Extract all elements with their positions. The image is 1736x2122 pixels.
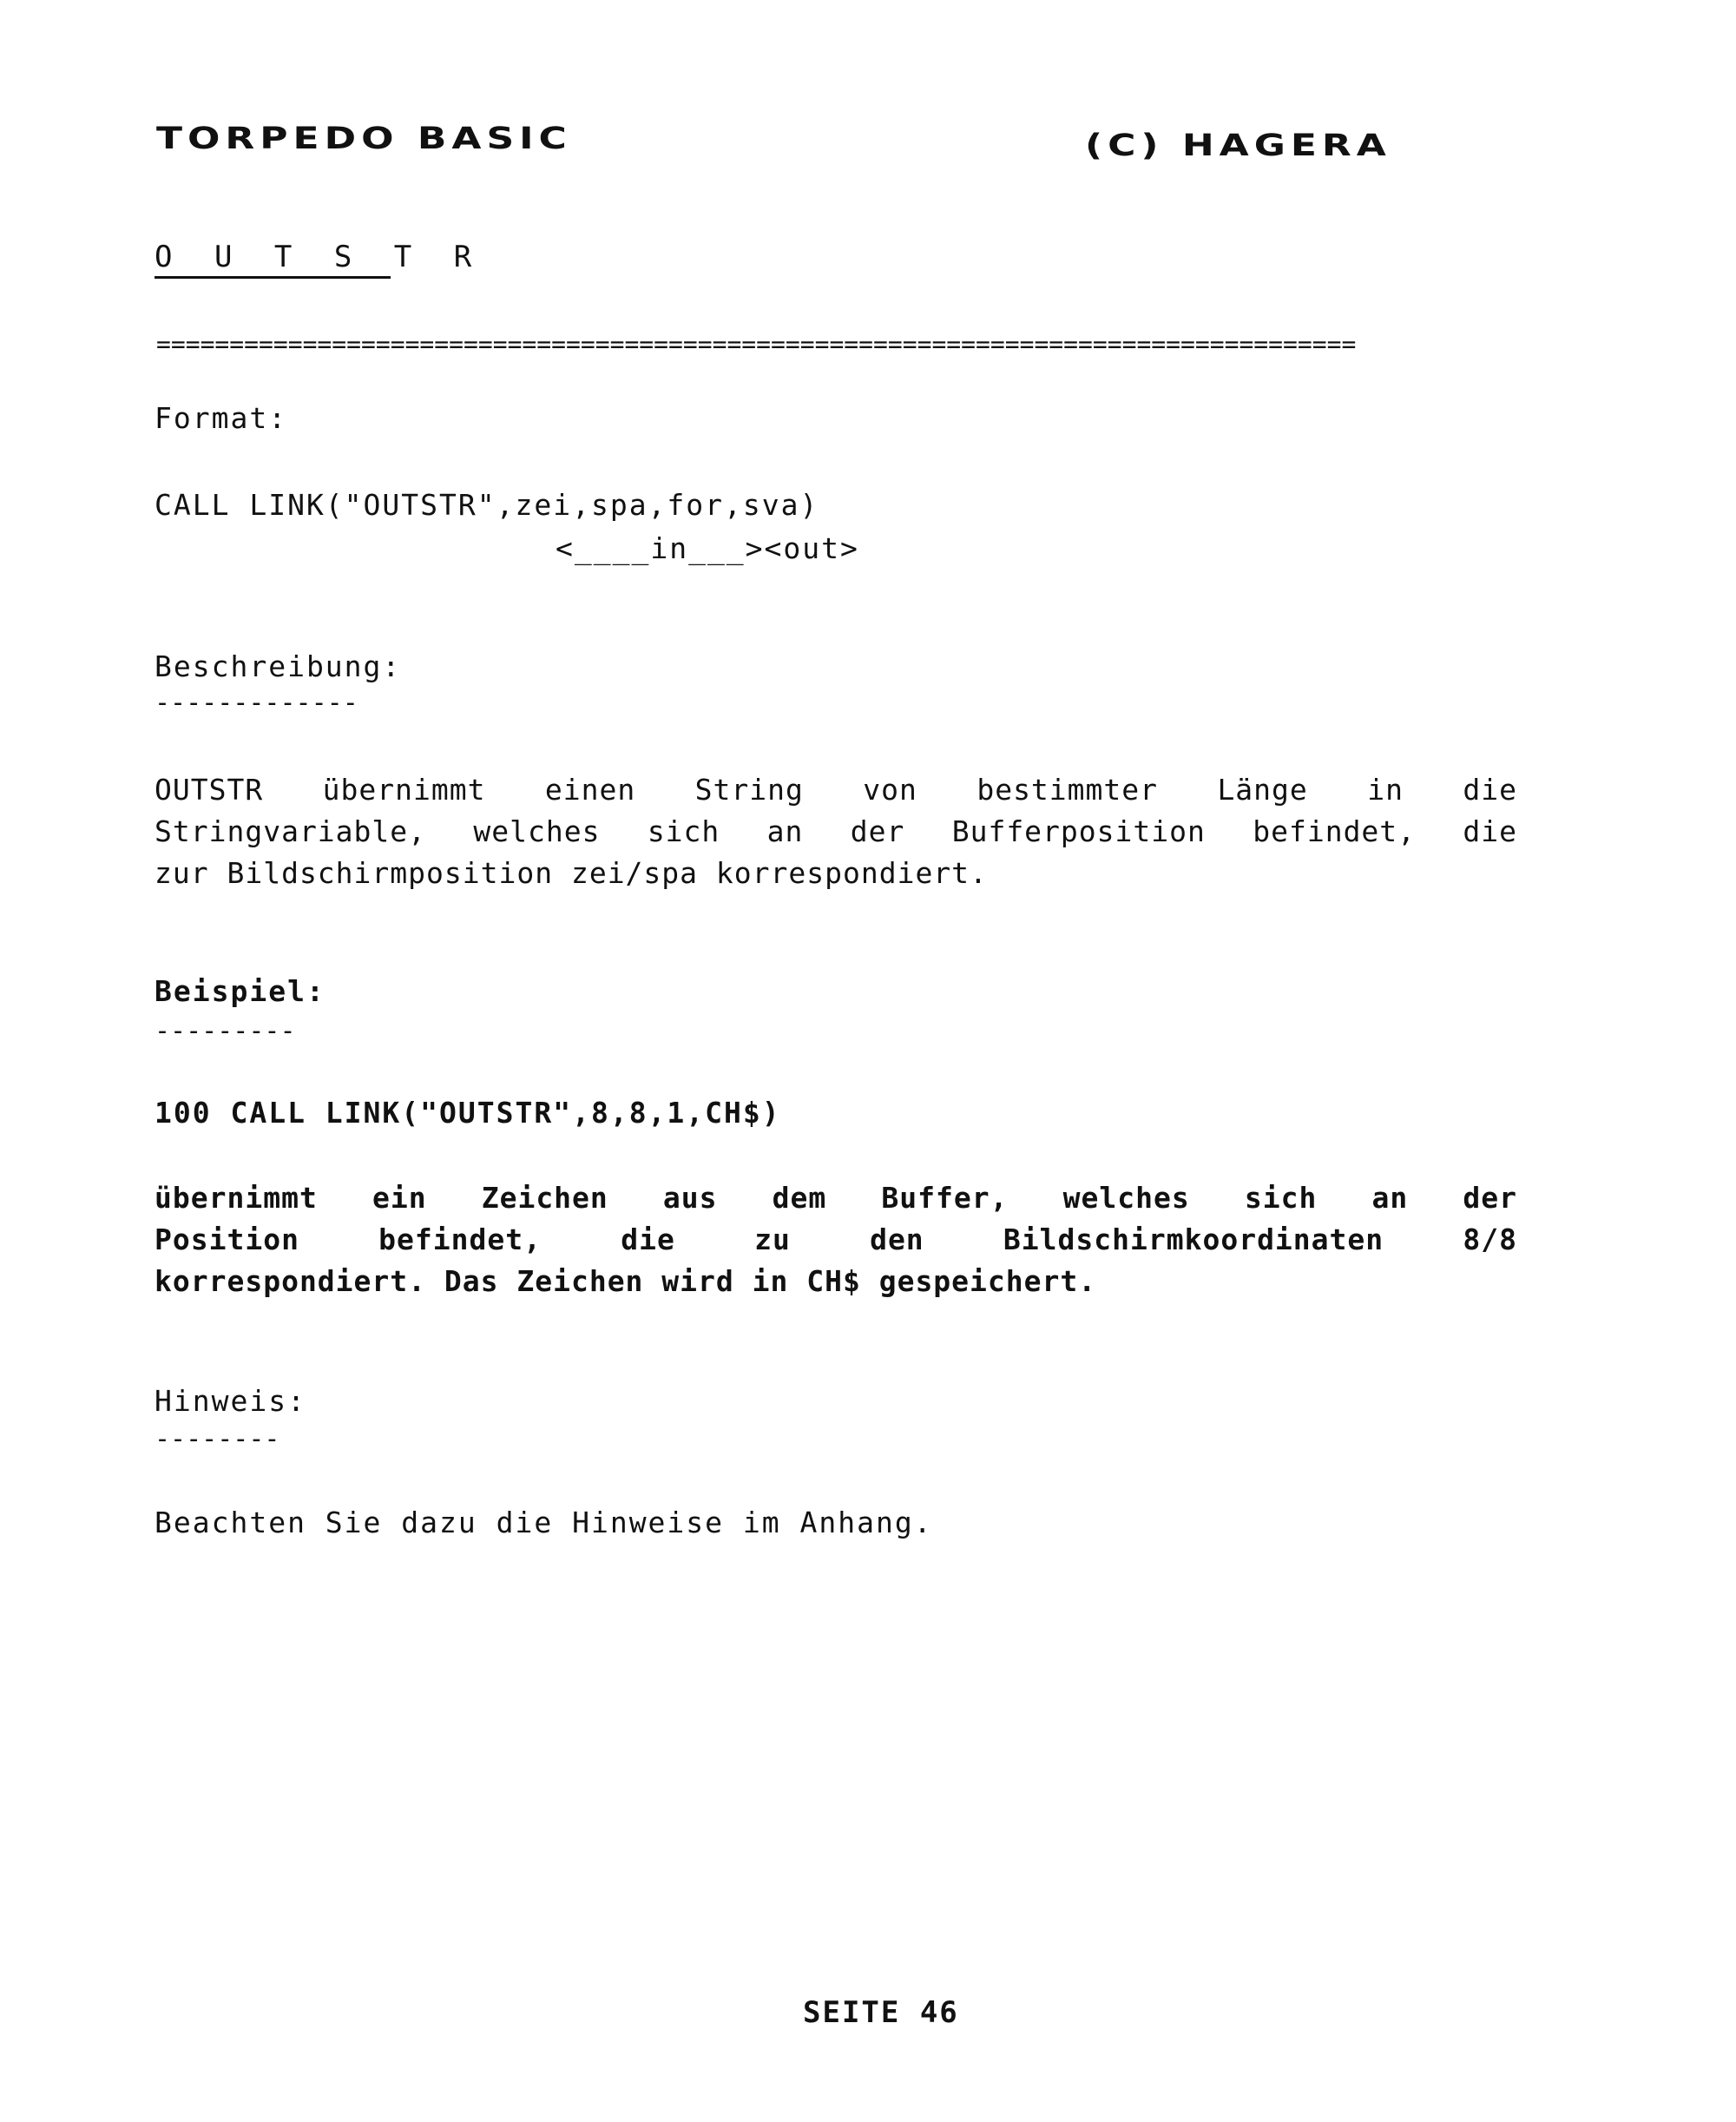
example-line: korrespondiert. Das Zeichen wird in CH$ gespeichert. xyxy=(155,1264,1097,1298)
example-code: 100 CALL LINK("OUTSTR",8,8,1,CH$) xyxy=(155,1096,781,1130)
format-heading: Format: xyxy=(155,401,288,435)
description-line: OUTSTR übernimmt einen String von bestimmter Länge in die xyxy=(155,773,1517,807)
header-left-title: TORPEDO BASIC xyxy=(156,122,572,156)
note-heading-underline: -------- xyxy=(155,1424,280,1454)
description-heading-underline: ------------- xyxy=(155,688,358,718)
separator-line: ================================================================================== xyxy=(156,330,1357,359)
description-line: zur Bildschirmposition zei/spa korrespondiert. xyxy=(155,856,988,890)
example-line: übernimmt ein Zeichen aus dem Buffer, welches sich an der xyxy=(155,1181,1517,1215)
example-paragraph xyxy=(155,1177,1517,1302)
example-line: Position befindet, die zu den Bildschirmkoordinaten 8/8 xyxy=(155,1222,1517,1256)
header-right-copyright: (C) HAGERA xyxy=(1085,129,1391,163)
title-underline xyxy=(155,276,391,279)
example-heading-underline: --------- xyxy=(155,1016,296,1046)
format-syntax: CALL LINK("OUTSTR",zei,spa,for,sva) xyxy=(155,488,819,522)
description-paragraph xyxy=(155,769,1517,894)
example-heading: Beispiel: xyxy=(155,974,326,1008)
command-title: O U T S T R xyxy=(155,240,484,274)
description-heading: Beschreibung: xyxy=(155,649,402,683)
page-number: SEITE 46 xyxy=(803,1995,959,2030)
note-heading: Hinweis: xyxy=(155,1384,306,1418)
format-io-markers: <____in___><out> xyxy=(556,531,859,565)
description-line: Stringvariable, welches sich an der Bufferposition befindet, die xyxy=(155,814,1517,848)
note-text: Beachten Sie dazu die Hinweise im Anhang. xyxy=(155,1506,933,1539)
